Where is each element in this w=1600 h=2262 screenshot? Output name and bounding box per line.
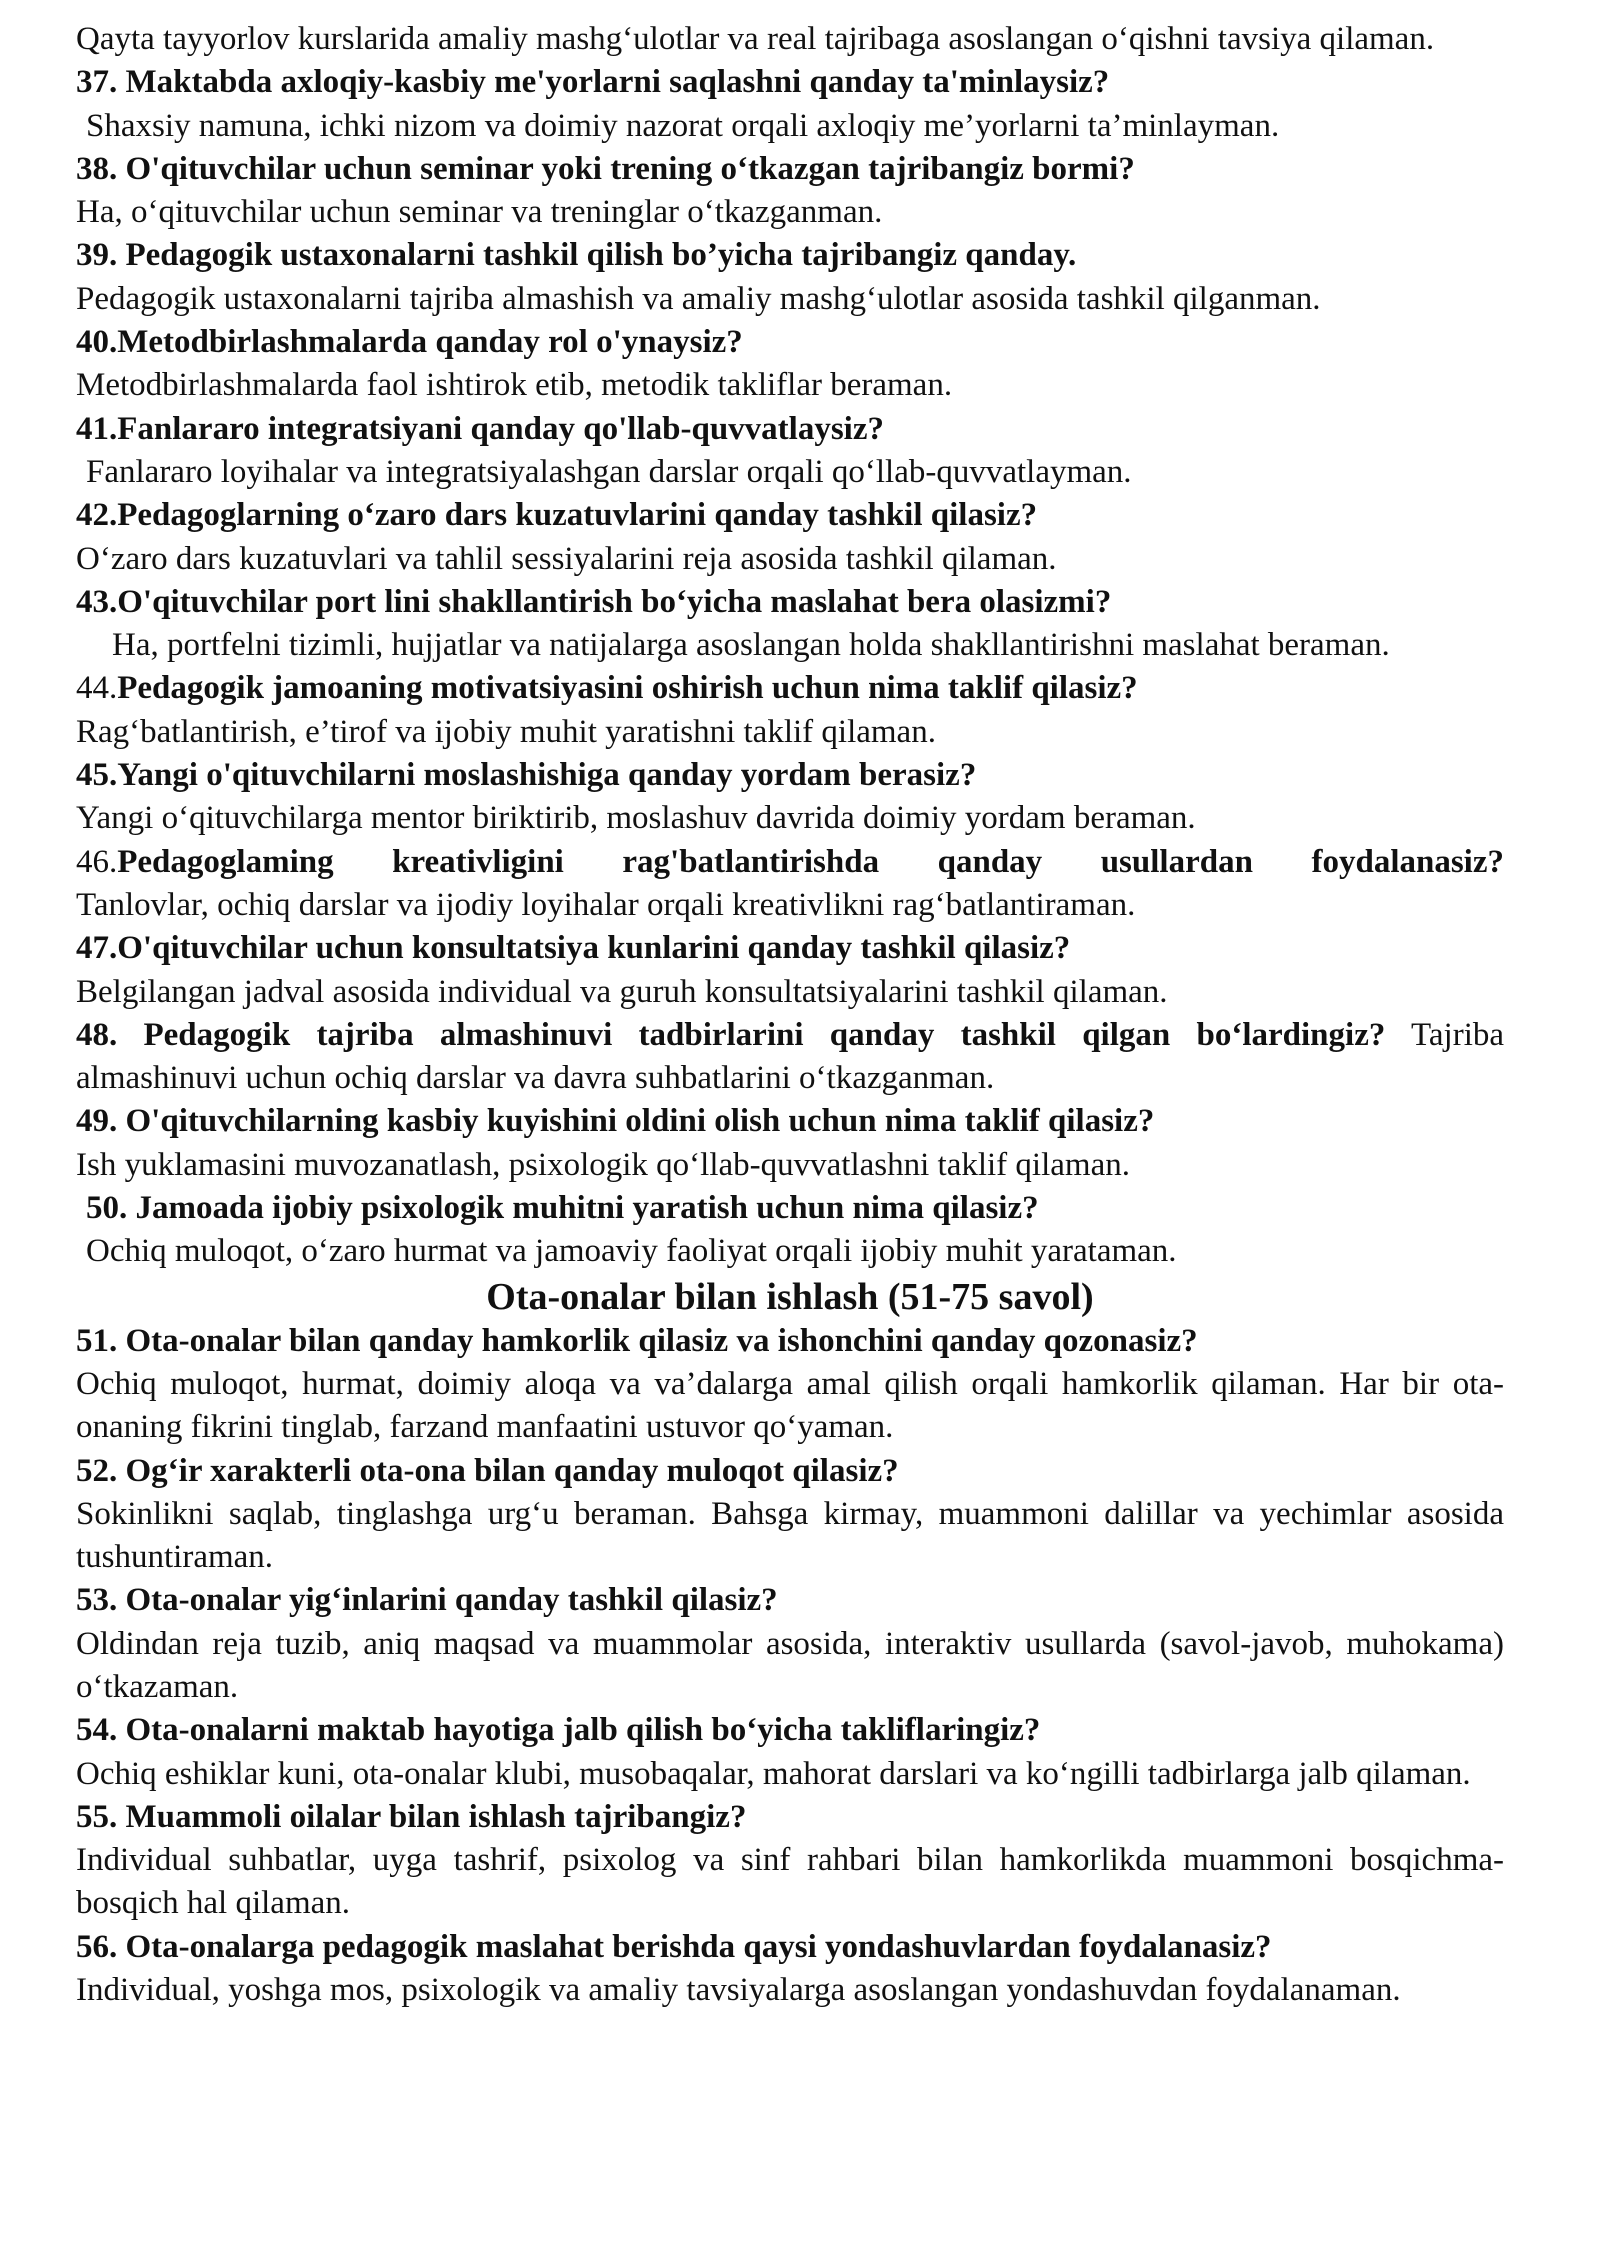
intro-paragraph: Qayta tayyorlov kurslarida amaliy mashg‘ulotlar va real tajribaga asoslangan o‘qishni tavsiya qilaman. [76,21,1435,57]
question-44-text: Pedagogik jamoaning motivatsiyasini oshirish uchun nima taklif qilasiz? [117,670,1138,707]
question-50: 50. Jamoada ijobiy psixologik muhitni yaratish uchun nima qilasiz? [86,1190,1039,1227]
question-48 [76,1014,1504,1101]
answer-53: Oldindan reja tuzib, aniq maqsad va muammolar asosida, interaktiv usullarda (savol-javob, muhokama) o‘tkazaman. [76,1625,1504,1705]
question-41: 41.Fanlararo integratsiyani qanday qo'llab-quvvatlaysiz? [76,410,884,447]
question-44 [76,667,1504,710]
question-45: 45.Yangi o'qituvchilarni moslashishiga qanday yordam berasiz? [76,757,977,794]
answer-46: Tanlovlar, ochiq darslar va ijodiy loyihalar orqali kreativlikni rag‘batlantiraman. [76,886,1136,923]
answer-41: Fanlararo loyihalar va integratsiyalashgan darslar orqali qo‘llab-quvvatlayman. [86,453,1132,490]
answer-47: Belgilangan jadval asosida individual va guruh konsultatsiyalarini tashkil qilaman. [76,973,1168,1010]
section-title: Ota-onalar bilan ishlash (51-75 savol) [486,1275,1094,1318]
question-44-number: 44. [76,670,118,707]
question-53: 53. Ota-onalar yig‘inlarini qanday tashkil qilasiz? [76,1582,778,1619]
answer-42: O‘zaro dars kuzatuvlari va tahlil sessiyalarini reja asosida tashkil qilaman. [76,540,1057,577]
question-48-text: 48. Pedagogik tajriba almashinuvi tadbirlarini qanday tashkil qilgan bo‘lardingiz? [76,1016,1386,1053]
question-49: 49. O'qituvchilarning kasbiy kuyishini oldini olish uchun nima taklif qilasiz? [76,1103,1155,1140]
question-52: 52. Og‘ir xarakterli ota-ona bilan qanday muloqot qilasiz? [76,1452,899,1489]
answer-50: Ochiq muloqot, o‘zaro hurmat va jamoaviy faoliyat orqali ijobiy muhit yarataman. [86,1233,1177,1270]
answer-52: Sokinlikni saqlab, tinglashga urg‘u beraman. Bahsga kirmay, muammoni dalillar va yechimlar asosida tushuntiraman. [76,1495,1504,1576]
question-46 [76,841,1504,884]
answer-49: Ish yuklamasini muvozanatlash, psixologik qo‘llab-quvvatlashni taklif qilaman. [76,1146,1130,1183]
answer-39: Pedagogik ustaxonalarni tajriba almashish va amaliy mashg‘ulotlar asosida tashkil qilganman. [76,280,1321,317]
answer-43 [76,624,1504,667]
answer-38: Ha, o‘qituvchilar uchun seminar va treninglar o‘tkazganman. [76,194,883,231]
question-54: 54. Ota-onalarni maktab hayotiga jalb qilish bo‘yicha takliflaringiz? [76,1712,1041,1749]
question-56: 56. Ota-onalarga pedagogik maslahat berishda qaysi yondashuvlardan foydalanasiz? [76,1928,1272,1965]
question-38: 38. O'qituvchilar uchun seminar yoki trening o‘tkazgan tajribangiz bormi? [76,150,1135,187]
answer-55: Individual suhbatlar, uyga tashrif, psixolog va sinf rahbari bilan hamkorlikda muammoni bosqichma-bosqich hal qilaman. [76,1842,1504,1922]
answer-44: Rag‘batlantirish, e’tirof va ijobiy muhit yaratishni taklif qilaman. [76,713,936,750]
answer-45: Yangi o‘qituvchilarga mentor biriktirib, moslashuv davrida doimiy yordam beraman. [76,800,1196,837]
answer-51: Ochiq muloqot, hurmat, doimiy aloqa va va’dalarga amal qilish orqali hamkorlik qilaman. Har bir ota-onaning fikrini tinglab, farzand manfaatini ustuvor qo‘yaman. [76,1365,1504,1446]
question-40: 40.Metodbirlashmalarda qanday rol o'ynaysiz? [76,324,743,361]
answer-54: Ochiq eshiklar kuni, ota-onalar klubi, musobaqalar, mahorat darslari va ko‘ngilli tadbirlarga jalb qilaman. [76,1755,1471,1792]
answer-43-text: Ha, portfelni tizimli, hujjatlar va natijalarga asoslangan holda shakllantirishni maslahat beraman. [112,627,1390,664]
question-43: 43.O'qituvchilar port lini shakllantirish bo‘yicha maslahat bera olasizmi? [76,583,1112,620]
question-37: 37. Maktabda axloqiy-kasbiy me'yorlarni saqlashni qanday ta'minlaysiz? [76,64,1110,101]
question-39: 39. Pedagogik ustaxonalarni tashkil qilish bo’yicha tajribangiz qanday. [76,237,1077,274]
answer-37: Shaxsiy namuna, ichki nizom va doimiy nazorat orqali axloqiy me’yorlarni ta’minlayman. [86,107,1280,144]
question-55: 55. Muammoli oilalar bilan ishlash tajribangiz? [76,1798,747,1835]
answer-48: Tajriba almashinuvi uchun ochiq darslar va davra suhbatlarini o‘tkazganman. [76,1016,1505,1097]
question-47: 47.O'qituvchilar uchun konsultatsiya kunlarini qanday tashkil qilasiz? [76,930,1071,967]
question-51: 51. Ota-onalar bilan qanday hamkorlik qilasiz va ishonchini qanday qozonasiz? [76,1322,1198,1359]
answer-56: Individual, yoshga mos, psixologik va amaliy tavsiyalarga asoslangan yondashuvdan foydalanaman. [76,1972,1401,2009]
question-46-number: 46. [76,843,118,880]
question-42: 42.Pedagoglarning o‘zaro dars kuzatuvlarini qanday tashkil qilasiz? [76,497,1038,534]
question-46-text: Pedagoglaming kreativligini rag'batlantirishda qanday usullardan foydalanasiz? [117,843,1504,880]
answer-40: Metodbirlashmalarda faol ishtirok etib, metodik takliflar beraman. [76,367,953,404]
